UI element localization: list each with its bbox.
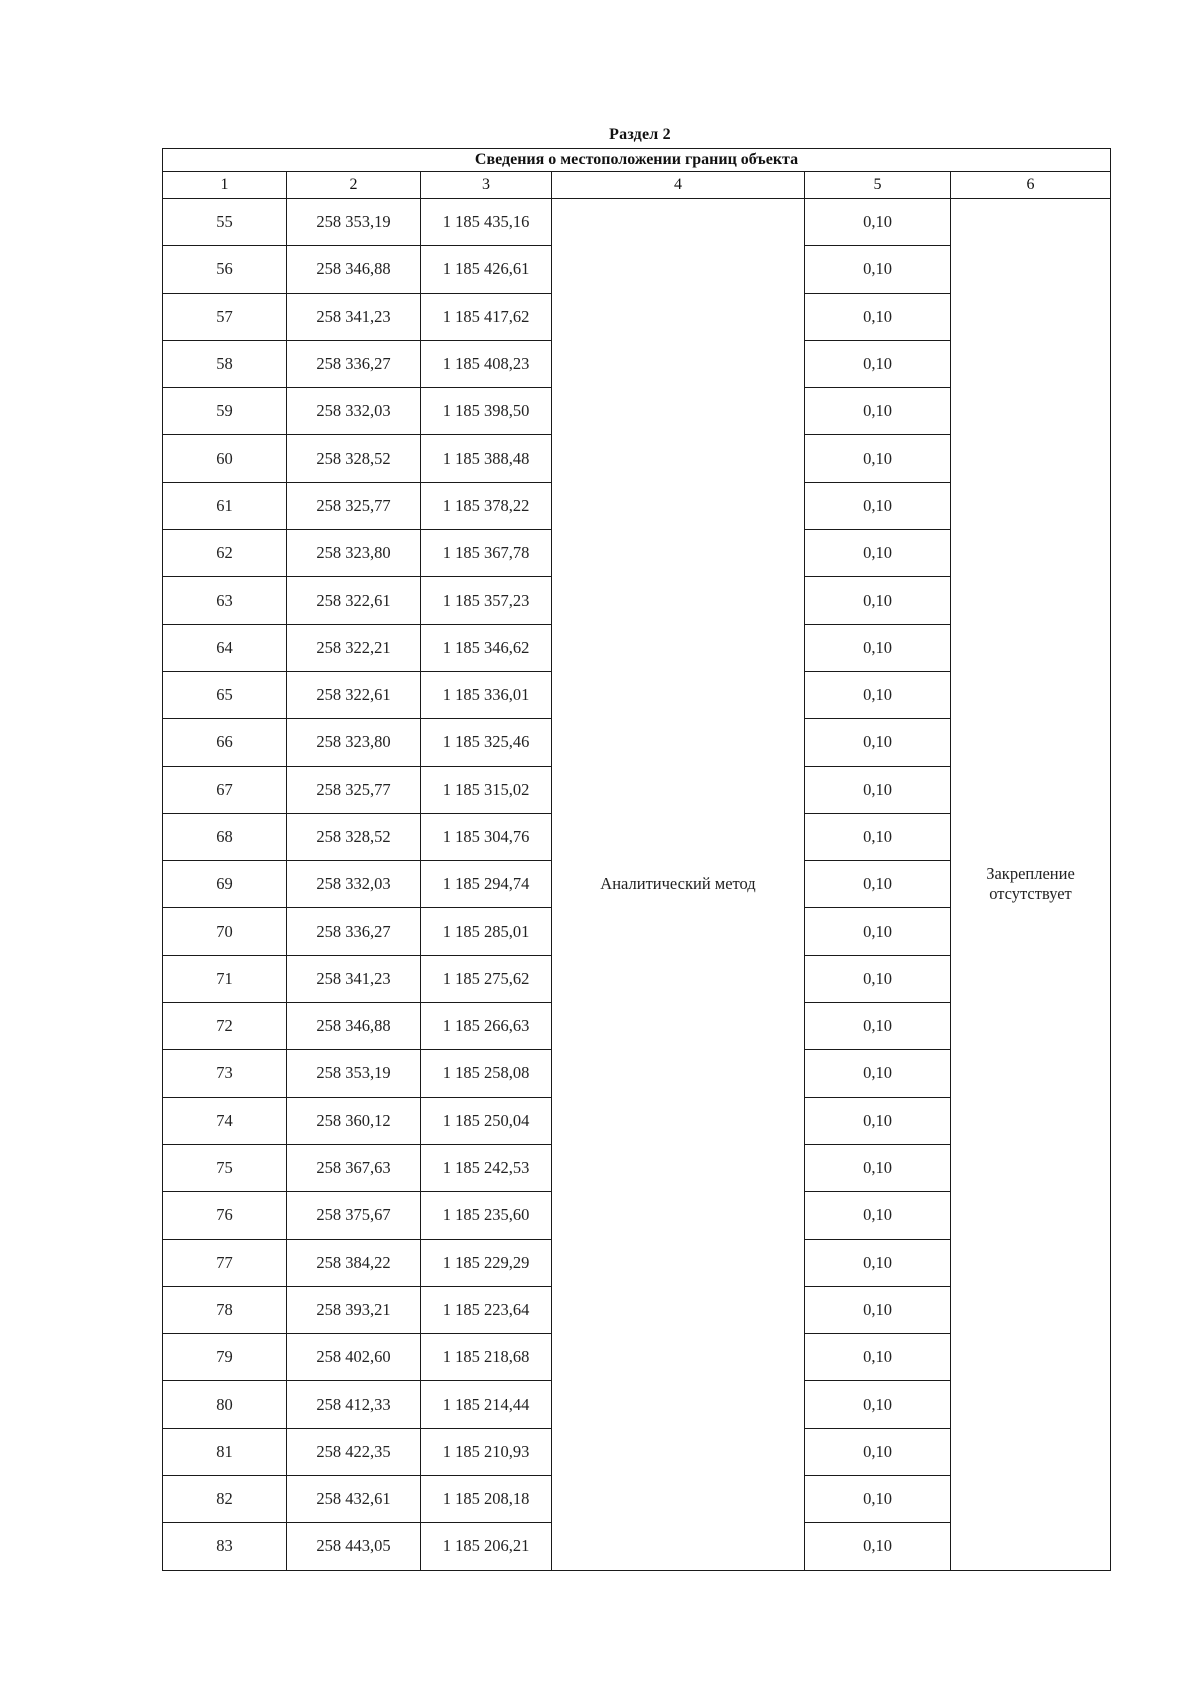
y-coordinate-cell: 1 185 242,53 — [421, 1144, 552, 1191]
accuracy-cell: 0,10 — [805, 813, 951, 860]
point-number-cell: 73 — [163, 1050, 287, 1097]
accuracy-cell: 0,10 — [805, 955, 951, 1002]
x-coordinate-cell: 258 328,52 — [287, 435, 421, 482]
point-number-cell: 71 — [163, 955, 287, 1002]
y-coordinate-cell: 1 185 388,48 — [421, 435, 552, 482]
x-coordinate-cell: 258 322,61 — [287, 577, 421, 624]
point-number-cell: 81 — [163, 1428, 287, 1475]
point-number-cell: 77 — [163, 1239, 287, 1286]
accuracy-cell: 0,10 — [805, 577, 951, 624]
y-coordinate-cell: 1 185 346,62 — [421, 624, 552, 671]
y-coordinate-cell: 1 185 304,76 — [421, 813, 552, 860]
accuracy-cell: 0,10 — [805, 1428, 951, 1475]
x-coordinate-cell: 258 325,77 — [287, 482, 421, 529]
accuracy-cell: 0,10 — [805, 1192, 951, 1239]
accuracy-cell: 0,10 — [805, 766, 951, 813]
y-coordinate-cell: 1 185 208,18 — [421, 1476, 552, 1523]
accuracy-cell: 0,10 — [805, 530, 951, 577]
x-coordinate-cell: 258 322,21 — [287, 624, 421, 671]
point-number-cell: 76 — [163, 1192, 287, 1239]
x-coordinate-cell: 258 341,23 — [287, 293, 421, 340]
column-number: 3 — [421, 172, 552, 199]
x-coordinate-cell: 258 422,35 — [287, 1428, 421, 1475]
x-coordinate-cell: 258 412,33 — [287, 1381, 421, 1428]
point-number-cell: 83 — [163, 1523, 287, 1570]
x-coordinate-cell: 258 346,88 — [287, 1003, 421, 1050]
accuracy-cell: 0,10 — [805, 1334, 951, 1381]
y-coordinate-cell: 1 185 210,93 — [421, 1428, 552, 1475]
point-number-cell: 65 — [163, 671, 287, 718]
y-coordinate-cell: 1 185 235,60 — [421, 1192, 552, 1239]
y-coordinate-cell: 1 185 336,01 — [421, 671, 552, 718]
y-coordinate-cell: 1 185 417,62 — [421, 293, 552, 340]
accuracy-cell: 0,10 — [805, 1286, 951, 1333]
point-number-cell: 82 — [163, 1476, 287, 1523]
fixing-text-line: Закрепление — [986, 863, 1075, 883]
x-coordinate-cell: 258 336,27 — [287, 340, 421, 387]
accuracy-cell: 0,10 — [805, 671, 951, 718]
accuracy-cell: 0,10 — [805, 293, 951, 340]
point-number-cell: 69 — [163, 861, 287, 908]
accuracy-cell: 0,10 — [805, 1050, 951, 1097]
accuracy-cell: 0,10 — [805, 861, 951, 908]
x-coordinate-cell: 258 353,19 — [287, 1050, 421, 1097]
accuracy-cell: 0,10 — [805, 1097, 951, 1144]
accuracy-cell: 0,10 — [805, 482, 951, 529]
x-coordinate-cell: 258 328,52 — [287, 813, 421, 860]
fixing-text-line: отсутствует — [989, 884, 1072, 904]
point-number-cell: 75 — [163, 1144, 287, 1191]
point-number-cell: 67 — [163, 766, 287, 813]
y-coordinate-cell: 1 185 426,61 — [421, 246, 552, 293]
y-coordinate-cell: 1 185 206,21 — [421, 1523, 552, 1570]
x-coordinate-cell: 258 346,88 — [287, 246, 421, 293]
point-number-cell: 66 — [163, 719, 287, 766]
y-coordinate-cell: 1 185 229,29 — [421, 1239, 552, 1286]
method-cell: Аналитический метод — [552, 199, 805, 1571]
x-coordinate-cell: 258 353,19 — [287, 199, 421, 246]
point-number-cell: 59 — [163, 388, 287, 435]
point-number-cell: 64 — [163, 624, 287, 671]
accuracy-cell: 0,10 — [805, 1144, 951, 1191]
x-coordinate-cell: 258 367,63 — [287, 1144, 421, 1191]
column-number: 6 — [951, 172, 1111, 199]
accuracy-cell: 0,10 — [805, 1476, 951, 1523]
point-number-cell: 57 — [163, 293, 287, 340]
point-number-cell: 55 — [163, 199, 287, 246]
accuracy-cell: 0,10 — [805, 246, 951, 293]
point-number-cell: 62 — [163, 530, 287, 577]
x-coordinate-cell: 258 393,21 — [287, 1286, 421, 1333]
y-coordinate-cell: 1 185 258,08 — [421, 1050, 552, 1097]
point-number-cell: 61 — [163, 482, 287, 529]
accuracy-cell: 0,10 — [805, 435, 951, 482]
y-coordinate-cell: 1 185 367,78 — [421, 530, 552, 577]
table-row — [163, 199, 1111, 246]
y-coordinate-cell: 1 185 408,23 — [421, 340, 552, 387]
point-number-cell: 63 — [163, 577, 287, 624]
y-coordinate-cell: 1 185 435,16 — [421, 199, 552, 246]
y-coordinate-cell: 1 185 398,50 — [421, 388, 552, 435]
accuracy-cell: 0,10 — [805, 1239, 951, 1286]
point-number-cell: 60 — [163, 435, 287, 482]
accuracy-cell: 0,10 — [805, 1523, 951, 1570]
column-number: 1 — [163, 172, 287, 199]
accuracy-cell: 0,10 — [805, 388, 951, 435]
y-coordinate-cell: 1 185 223,64 — [421, 1286, 552, 1333]
y-coordinate-cell: 1 185 285,01 — [421, 908, 552, 955]
accuracy-cell: 0,10 — [805, 1381, 951, 1428]
y-coordinate-cell: 1 185 294,74 — [421, 861, 552, 908]
point-number-cell: 80 — [163, 1381, 287, 1428]
y-coordinate-cell: 1 185 218,68 — [421, 1334, 552, 1381]
y-coordinate-cell: 1 185 325,46 — [421, 719, 552, 766]
x-coordinate-cell: 258 443,05 — [287, 1523, 421, 1570]
x-coordinate-cell: 258 375,67 — [287, 1192, 421, 1239]
point-number-cell: 68 — [163, 813, 287, 860]
fixing-description-cell — [951, 199, 1111, 1571]
x-coordinate-cell: 258 336,27 — [287, 908, 421, 955]
y-coordinate-cell: 1 185 250,04 — [421, 1097, 552, 1144]
boundary-coordinates-table — [162, 148, 1111, 1571]
column-number: 4 — [552, 172, 805, 199]
y-coordinate-cell: 1 185 275,62 — [421, 955, 552, 1002]
y-coordinate-cell: 1 185 378,22 — [421, 482, 552, 529]
point-number-cell: 70 — [163, 908, 287, 955]
x-coordinate-cell: 258 322,61 — [287, 671, 421, 718]
point-number-cell: 56 — [163, 246, 287, 293]
table-body — [163, 199, 1111, 1571]
point-number-cell: 79 — [163, 1334, 287, 1381]
x-coordinate-cell: 258 384,22 — [287, 1239, 421, 1286]
point-number-cell: 78 — [163, 1286, 287, 1333]
point-number-cell: 74 — [163, 1097, 287, 1144]
x-coordinate-cell: 258 332,03 — [287, 388, 421, 435]
x-coordinate-cell: 258 432,61 — [287, 1476, 421, 1523]
accuracy-cell: 0,10 — [805, 719, 951, 766]
y-coordinate-cell: 1 185 315,02 — [421, 766, 552, 813]
point-number-cell: 58 — [163, 340, 287, 387]
x-coordinate-cell: 258 360,12 — [287, 1097, 421, 1144]
accuracy-cell: 0,10 — [805, 1003, 951, 1050]
x-coordinate-cell: 258 323,80 — [287, 530, 421, 577]
x-coordinate-cell: 258 325,77 — [287, 766, 421, 813]
accuracy-cell: 0,10 — [805, 908, 951, 955]
table-caption: Сведения о местоположении границ объекта — [163, 149, 1111, 172]
x-coordinate-cell: 258 332,03 — [287, 861, 421, 908]
accuracy-cell: 0,10 — [805, 340, 951, 387]
x-coordinate-cell: 258 323,80 — [287, 719, 421, 766]
accuracy-cell: 0,10 — [805, 624, 951, 671]
column-number: 2 — [287, 172, 421, 199]
column-number: 5 — [805, 172, 951, 199]
column-number-row — [163, 172, 1111, 199]
x-coordinate-cell: 258 402,60 — [287, 1334, 421, 1381]
accuracy-cell: 0,10 — [805, 199, 951, 246]
y-coordinate-cell: 1 185 266,63 — [421, 1003, 552, 1050]
y-coordinate-cell: 1 185 357,23 — [421, 577, 552, 624]
x-coordinate-cell: 258 341,23 — [287, 955, 421, 1002]
section-title: Раздел 2 — [609, 126, 671, 143]
point-number-cell: 72 — [163, 1003, 287, 1050]
y-coordinate-cell: 1 185 214,44 — [421, 1381, 552, 1428]
